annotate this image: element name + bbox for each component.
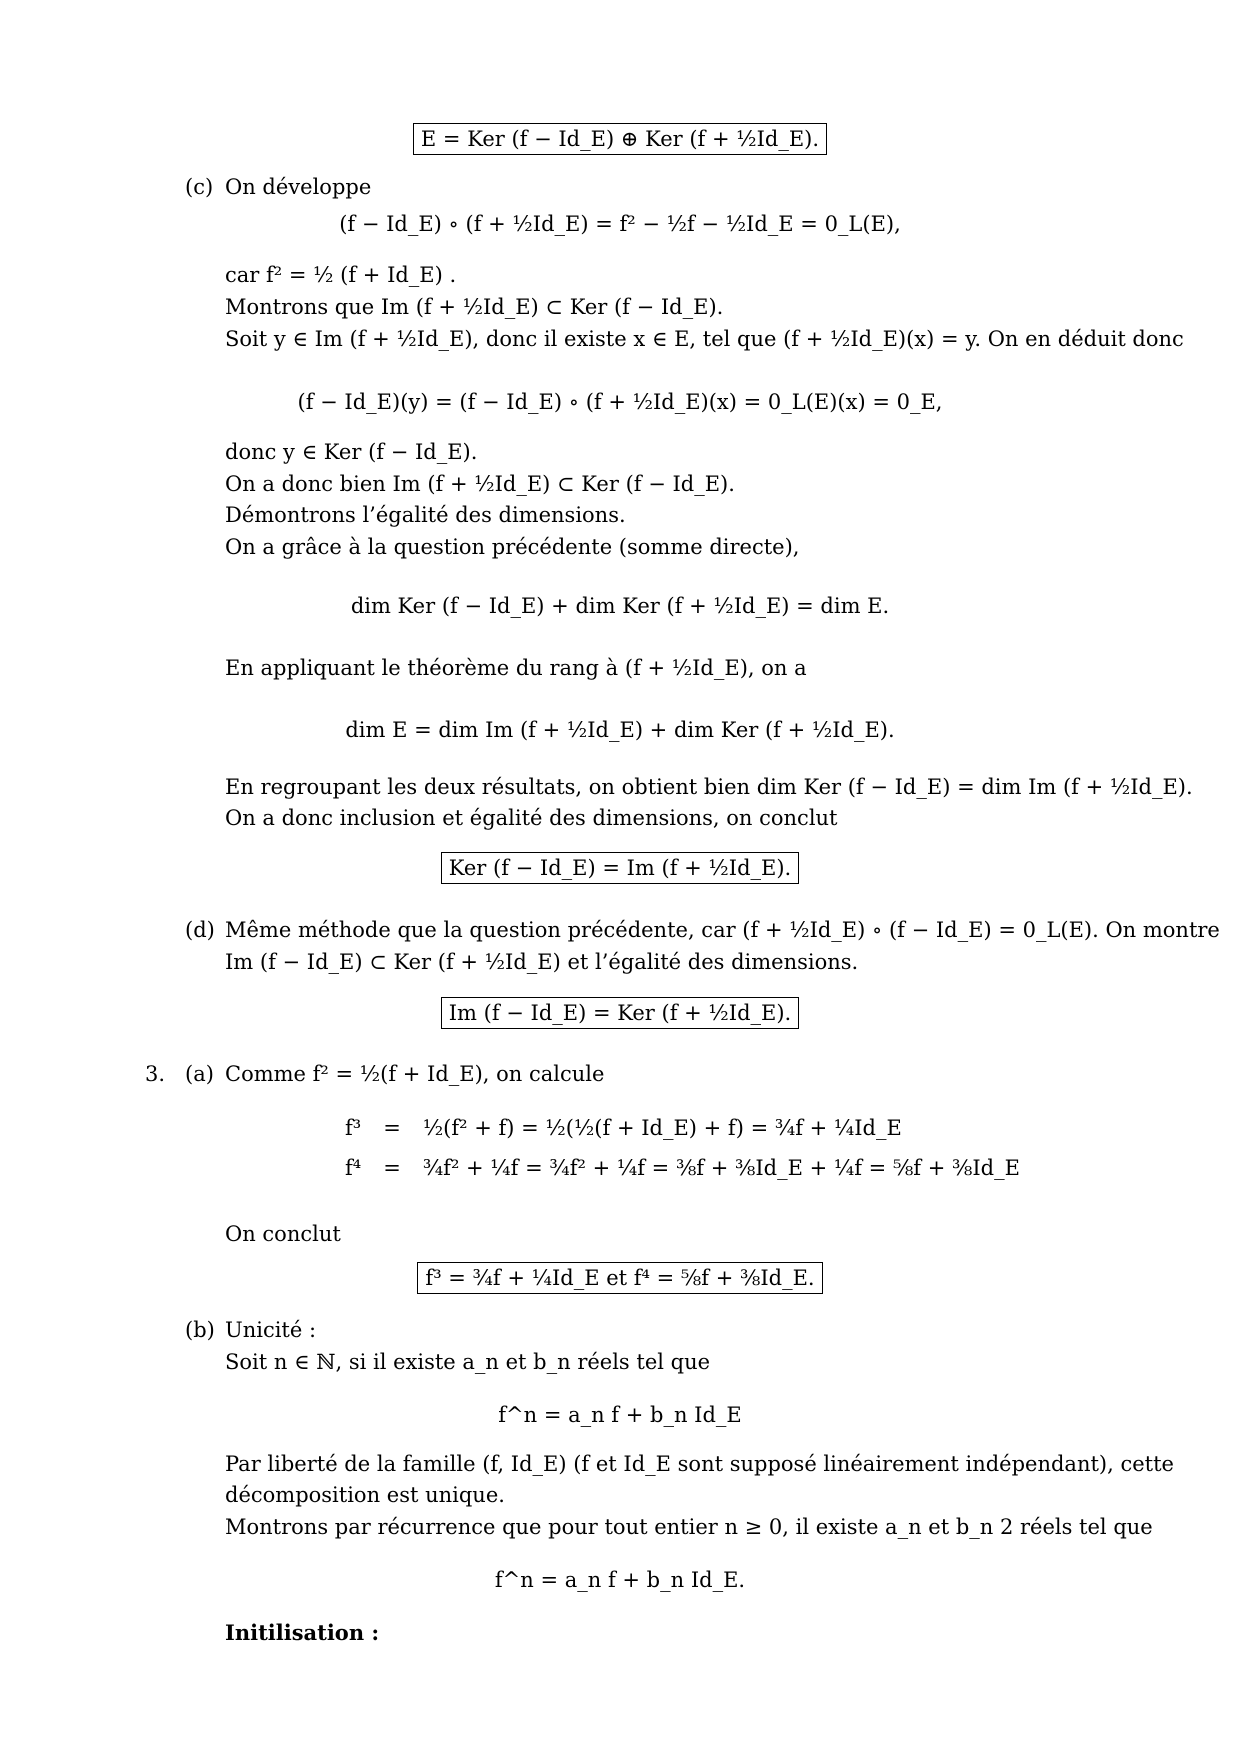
paragraph: Soit y ∈ Im (f + ½Id_E), donc il existe x ∈ E, tel que (f + ½Id_E)(x) = y. On en déduit donc <box>225 327 1184 351</box>
display-equation: dim E = dim Im (f + ½Id_E) + dim Ker (f + ½Id_E). <box>345 718 895 742</box>
question-number-3: 3. <box>145 1062 166 1086</box>
paragraph: Soit n ∈ ℕ, si il existe a_n et b_n réels tel que <box>225 1350 711 1374</box>
display-equation: dim Ker (f − Id_E) + dim Ker (f + ½Id_E) = dim E. <box>350 594 890 618</box>
paragraph: En regroupant les deux résultats, on obtient bien dim Ker (f − Id_E) = dim Im (f + ½Id_E). <box>225 775 1193 799</box>
display-equation: f^n = a_n f + b_n Id_E. <box>494 1568 746 1592</box>
boxed-result-ker-im: Ker (f − Id_E) = Im (f + ½Id_E). <box>441 852 799 884</box>
item-label-a: (a) <box>185 1062 214 1086</box>
computation-lhs: f⁴ <box>345 1156 362 1181</box>
paragraph: Unicité : <box>225 1318 317 1342</box>
display-equation: f^n = a_n f + b_n Id_E <box>498 1403 742 1427</box>
paragraph: Comme f² = ½(f + Id_E), on calcule <box>225 1062 605 1086</box>
computation-eq: = <box>383 1156 401 1181</box>
computation-row <box>345 1108 1020 1148</box>
boxed-result-im-ker: Im (f − Id_E) = Ker (f + ½Id_E). <box>441 997 799 1029</box>
paragraph: En appliquant le théorème du rang à (f + ½Id_E), on a <box>225 656 807 680</box>
paragraph: Démontrons l’égalité des dimensions. <box>225 503 626 527</box>
paragraph: Montrons que Im (f + ½Id_E) ⊂ Ker (f − Id_E). <box>225 295 724 319</box>
paragraph: Im (f − Id_E) ⊂ Ker (f + ½Id_E) et l’égalité des dimensions. <box>225 950 859 974</box>
paragraph: On a grâce à la question précédente (somme directe), <box>225 535 800 559</box>
paragraph: décomposition est unique. <box>225 1483 505 1507</box>
paragraph: On développe <box>225 175 372 199</box>
section-heading: Initilisation : <box>225 1620 380 1645</box>
display-equation: (f − Id_E) ∘ (f + ½Id_E) = f² − ½f − ½Id_E = 0_L(E), <box>339 212 901 236</box>
paragraph: On a donc bien Im (f + ½Id_E) ⊂ Ker (f − Id_E). <box>225 472 735 496</box>
aligned-computation <box>345 1108 1020 1188</box>
item-label-d: (d) <box>185 918 215 942</box>
computation-row <box>345 1148 1020 1188</box>
paragraph: Même méthode que la question précédente, car (f + ½Id_E) ∘ (f − Id_E) = 0_L(E). On montre <box>225 918 1220 942</box>
boxed-result-direct-sum: E = Ker (f − Id_E) ⊕ Ker (f + ½Id_E). <box>413 123 827 155</box>
item-label-c: (c) <box>185 175 214 199</box>
computation-rhs: ¾f² + ¼f = ¾f² + ¼f = ⅜f + ⅜Id_E + ¼f = ⅝f + ⅜Id_E <box>422 1156 1020 1181</box>
display-equation: (f − Id_E)(y) = (f − Id_E) ∘ (f + ½Id_E)(x) = 0_L(E)(x) = 0_E, <box>297 390 943 414</box>
paragraph: Montrons par récurrence que pour tout entier n ≥ 0, il existe a_n et b_n 2 réels tel que <box>225 1515 1153 1539</box>
paragraph: donc y ∈ Ker (f − Id_E). <box>225 440 478 464</box>
paragraph: On conclut <box>225 1222 341 1246</box>
computation-lhs: f³ <box>345 1116 362 1140</box>
boxed-result-powers: f³ = ¾f + ¼Id_E et f⁴ = ⅝f + ⅜Id_E. <box>417 1262 822 1294</box>
computation-eq: = <box>383 1116 401 1140</box>
item-label-b: (b) <box>185 1318 215 1342</box>
paragraph: On a donc inclusion et égalité des dimensions, on conclut <box>225 806 838 830</box>
paragraph: Par liberté de la famille (f, Id_E) (f et Id_E sont supposé linéairement indépendant), cette <box>225 1452 1174 1476</box>
computation-rhs: ½(f² + f) = ½(½(f + Id_E) + f) = ¾f + ¼Id_E <box>422 1116 902 1140</box>
paragraph: car f² = ½ (f + Id_E) . <box>225 263 457 287</box>
